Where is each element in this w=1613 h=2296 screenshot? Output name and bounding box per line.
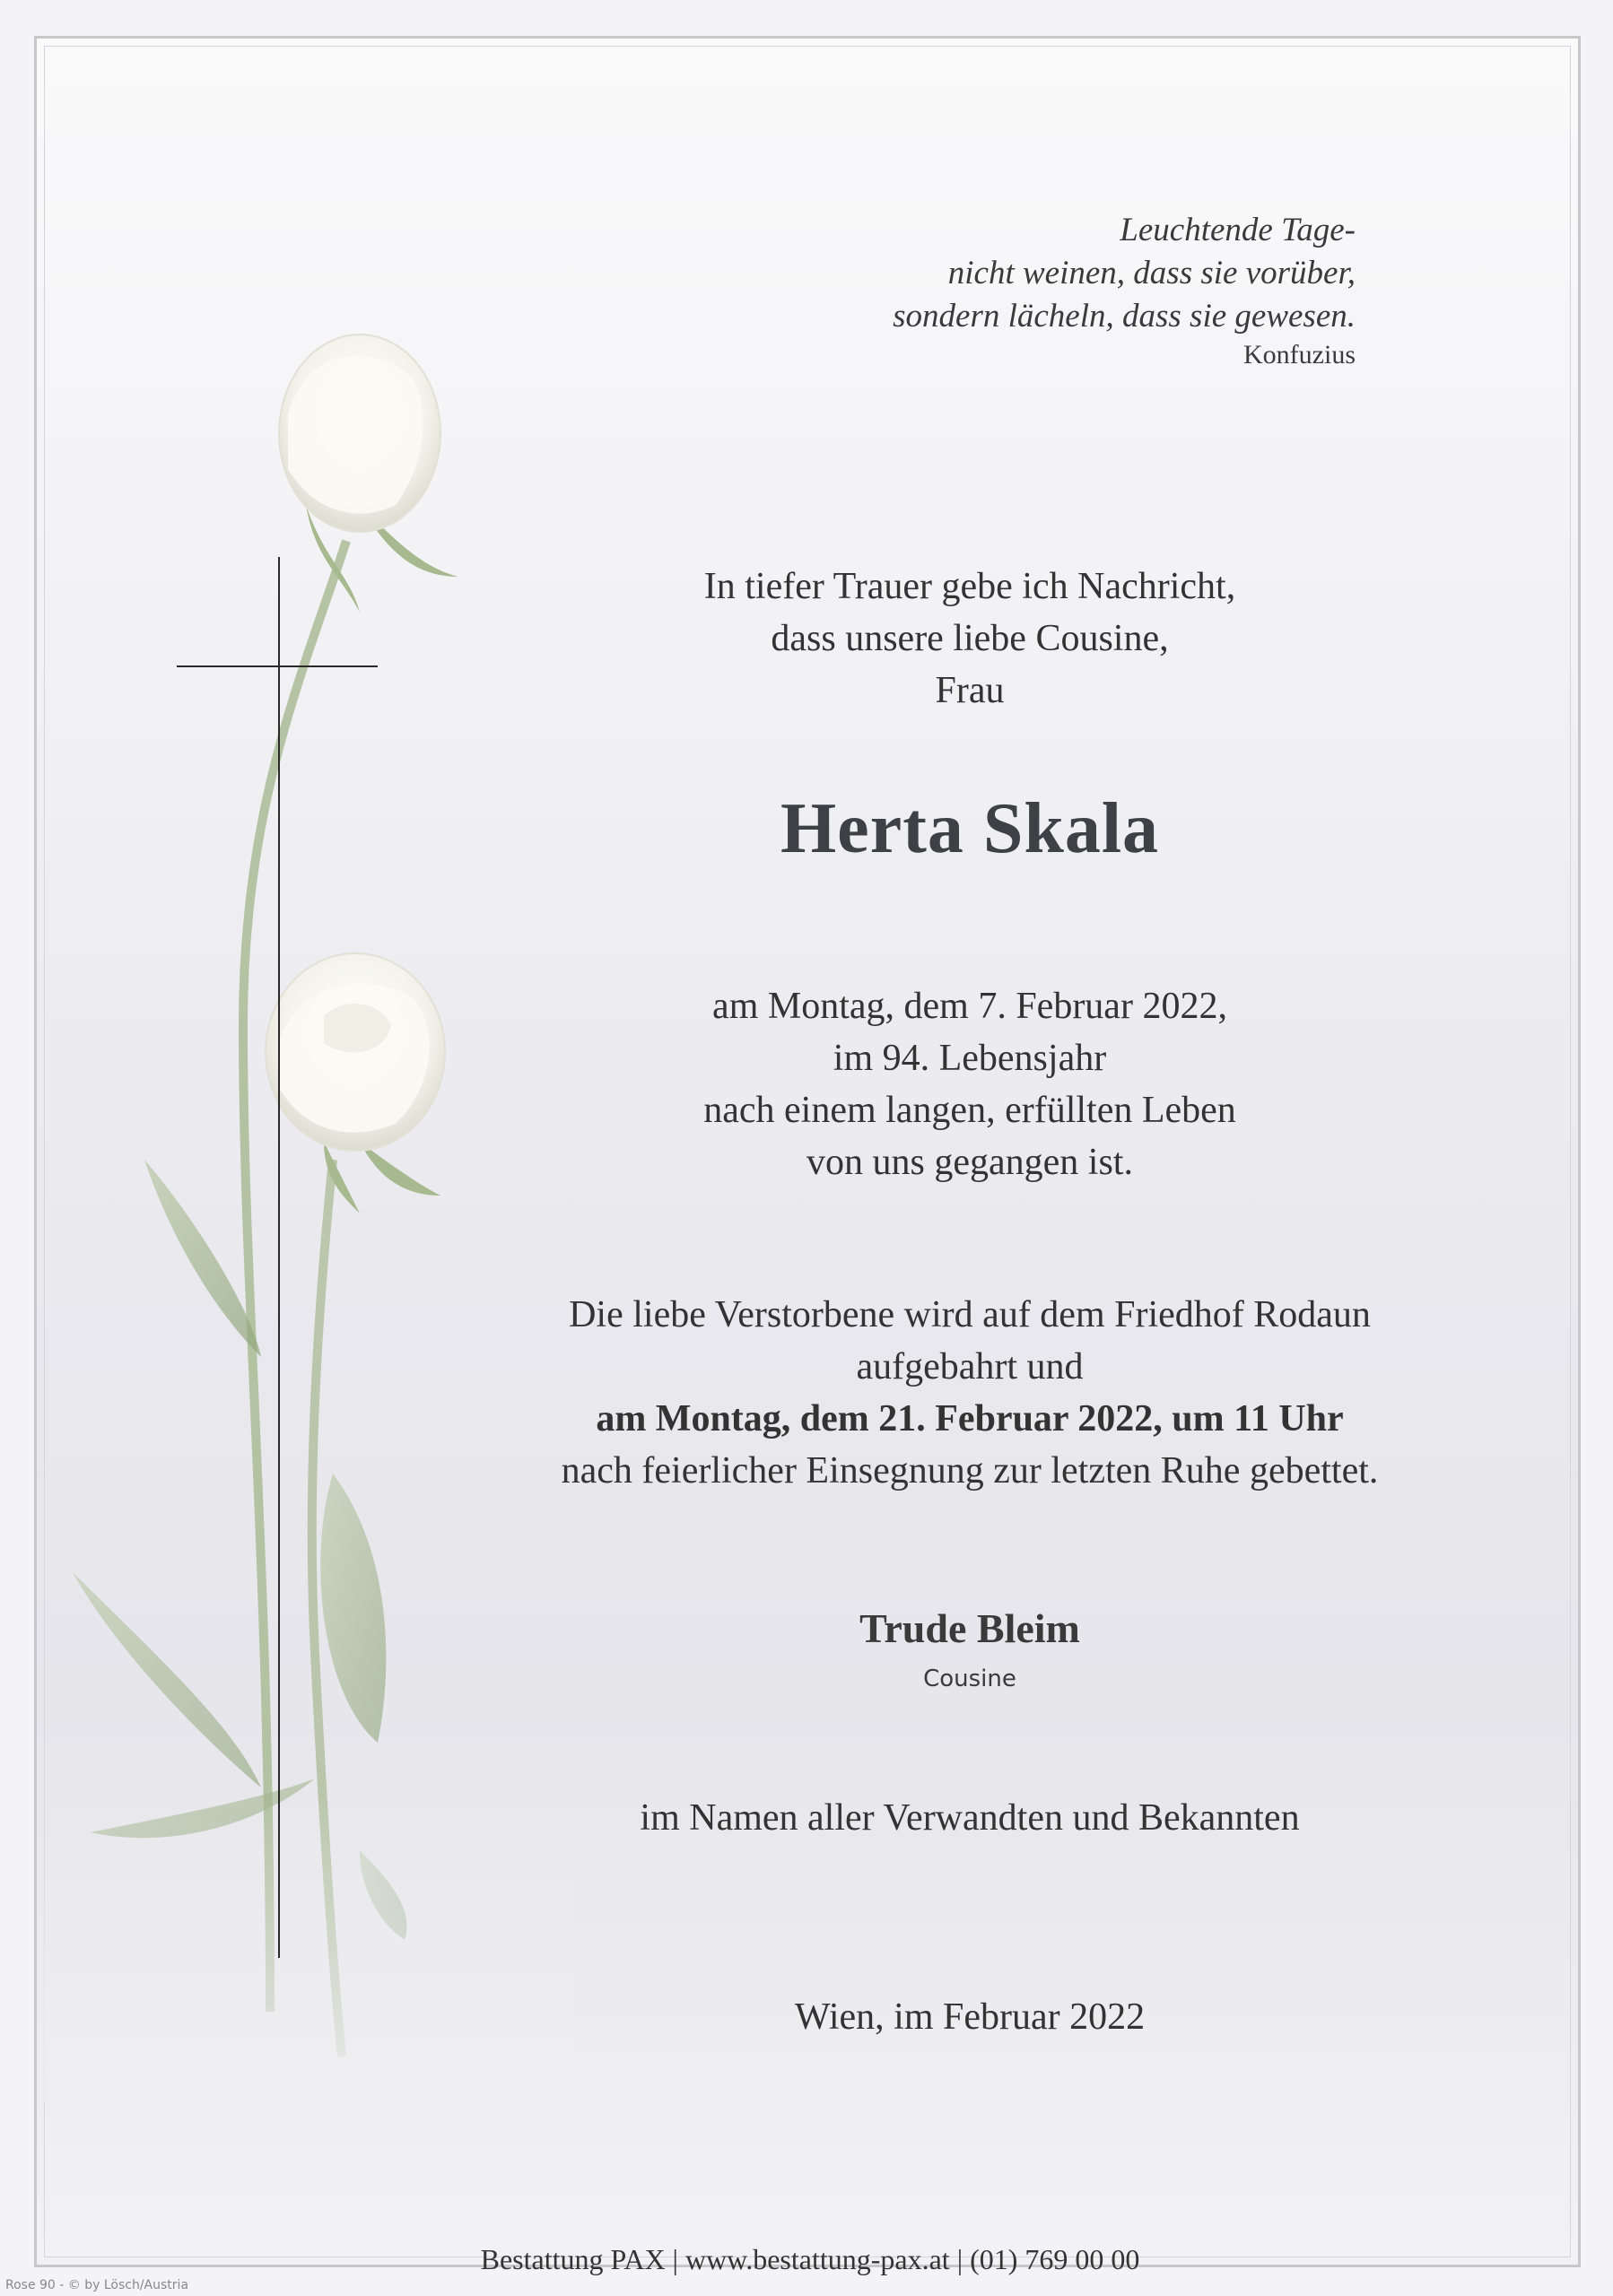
footer-funeral-home: Bestattung PAX | www.bestattung-pax.at | (01) 769 00 00 [480, 2243, 1140, 2275]
signer-relation: Cousine [923, 1665, 1016, 1692]
death-line: am Montag, dem 7. Februar 2022, [712, 986, 1227, 1027]
page-frame [34, 36, 1581, 2275]
signer-name: Trude Bleim [859, 1605, 1080, 1651]
cross-icon [37, 39, 396, 2012]
funeral-details [512, 1289, 1427, 1497]
death-line: im 94. Lebensjahr [833, 1038, 1107, 1079]
funeral-date-time: am Montag, dem 21. Februar 2022, um 11 Uhr [596, 1398, 1344, 1439]
intro-text [512, 561, 1427, 717]
funeral-line: aufgebahrt und [856, 1346, 1084, 1387]
place-date: Wien, im Februar 2022 [794, 1996, 1146, 2038]
intro-line: Frau [935, 670, 1005, 711]
quote [893, 209, 1356, 338]
funeral-line: Die liebe Verstorbene wird auf dem Friedhof Rodaun [569, 1294, 1371, 1335]
image-credit: Rose 90 - © by Lösch/Austria [5, 2278, 189, 2292]
quote-line: sondern lächeln, dass sie gewesen. [893, 298, 1356, 335]
death-line: von uns gegangen ist. [806, 1142, 1133, 1183]
death-details [512, 980, 1427, 1188]
death-line: nach einem langen, erfüllten Leben [703, 1090, 1236, 1131]
intro-line: In tiefer Trauer gebe ich Nachricht, [703, 566, 1236, 607]
funeral-line: nach feierlicher Einsegnung zur letzten Ruhe gebettet. [561, 1450, 1379, 1492]
quote-line: Leuchtende Tage- [1120, 212, 1356, 248]
quote-line: nicht weinen, dass sie vorüber, [947, 255, 1356, 291]
deceased-name: Herta Skala [780, 789, 1160, 868]
quote-author: Konfuzius [1243, 340, 1356, 370]
on-behalf-text: im Namen aller Verwandten und Bekannten [640, 1797, 1300, 1839]
intro-line: dass unsere liebe Cousine, [771, 618, 1169, 659]
